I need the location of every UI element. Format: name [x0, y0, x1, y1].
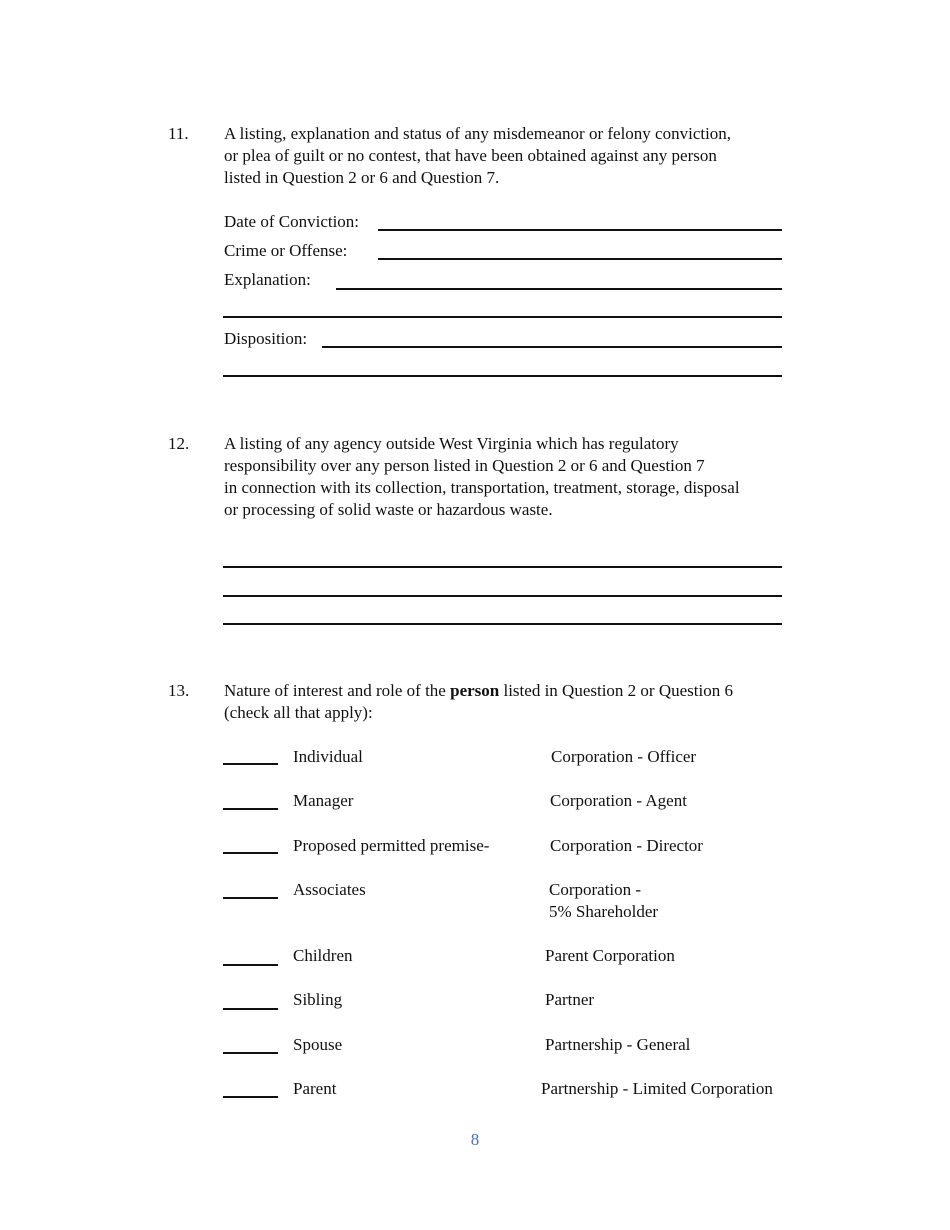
disposition-field-line-2[interactable]	[223, 375, 782, 377]
option-partnership-general: Partnership - General	[545, 1035, 691, 1054]
q12-text-line: A listing of any agency outside West Virginia which has regulatory	[224, 434, 679, 453]
date-of-conviction-field[interactable]	[378, 229, 782, 231]
explanation-field[interactable]	[336, 288, 782, 290]
q13-text	[224, 680, 733, 724]
explanation-label: Explanation:	[224, 270, 311, 289]
q12-answer-line-3[interactable]	[223, 623, 782, 625]
q12-text-line: or processing of solid waste or hazardous waste.	[224, 500, 553, 519]
sibling-checkbox-blank[interactable]	[223, 1008, 278, 1010]
option-associates: Associates	[293, 880, 366, 899]
option-parent: Parent	[293, 1079, 337, 1098]
option-corporation-shareholder-line-2: 5% Shareholder	[549, 902, 659, 921]
option-proposed-permitted-premise: Proposed permitted premise-	[293, 836, 490, 855]
spouse-checkbox-blank[interactable]	[223, 1052, 278, 1054]
option-partnership-limited-corporation: Partnership - Limited Corporation	[541, 1079, 773, 1098]
q11-text-line: A listing, explanation and status of any misdemeanor or felony conviction,	[224, 124, 732, 143]
option-sibling: Sibling	[293, 990, 343, 1009]
individual-checkbox-blank[interactable]	[223, 763, 278, 765]
q11-number: 11.	[168, 124, 189, 143]
q12-answer-line-2[interactable]	[223, 595, 782, 597]
disposition-label: Disposition:	[224, 329, 308, 348]
option-corporation-director: Corporation - Director	[550, 836, 703, 855]
manager-checkbox-blank[interactable]	[223, 808, 278, 810]
q11-text-line: or plea of guilt or no contest, that have been obtained against any person	[224, 146, 717, 165]
q12-text	[224, 433, 740, 521]
q13-number: 13.	[168, 681, 190, 700]
q13-text-line-2: (check all that apply):	[224, 703, 373, 722]
date-of-conviction-label: Date of Conviction:	[224, 212, 360, 231]
crime-offense-label: Crime or Offense:	[224, 241, 348, 260]
associates-checkbox-blank[interactable]	[223, 897, 278, 899]
q12-number: 12.	[168, 434, 190, 453]
parent-checkbox-blank[interactable]	[223, 1096, 278, 1098]
children-checkbox-blank[interactable]	[223, 964, 278, 966]
explanation-field-line-2[interactable]	[223, 316, 782, 318]
q11-text-line: listed in Question 2 or 6 and Question 7.	[224, 168, 500, 187]
option-corporation-agent: Corporation - Agent	[550, 791, 687, 810]
disposition-field[interactable]	[322, 346, 782, 348]
option-corporation-shareholder: Corporation -	[549, 880, 642, 899]
q12-text-line: in connection with its collection, transportation, treatment, storage, disposal	[224, 478, 740, 497]
option-partner: Partner	[545, 990, 595, 1009]
q13-text-before: Nature of interest and role of the	[224, 681, 451, 700]
q13-text-line-1	[224, 680, 733, 702]
q12-text-line: responsibility over any person listed in Question 2 or 6 and Question 7	[224, 456, 705, 475]
q11-text	[224, 123, 731, 189]
crime-offense-field[interactable]	[378, 258, 782, 260]
page-number: 8	[470, 1130, 480, 1149]
q13-text-bold: person	[450, 681, 500, 700]
option-corporation-officer: Corporation - Officer	[551, 747, 697, 766]
option-parent-corporation: Parent Corporation	[545, 946, 675, 965]
proposed-permitted-premise-checkbox-blank[interactable]	[223, 852, 278, 854]
option-individual: Individual	[293, 747, 363, 766]
q13-text-after: listed in Question 2 or Question 6	[499, 681, 733, 700]
option-manager: Manager	[293, 791, 354, 810]
q12-answer-line-1[interactable]	[223, 566, 782, 568]
option-spouse: Spouse	[293, 1035, 343, 1054]
option-children: Children	[293, 946, 353, 965]
